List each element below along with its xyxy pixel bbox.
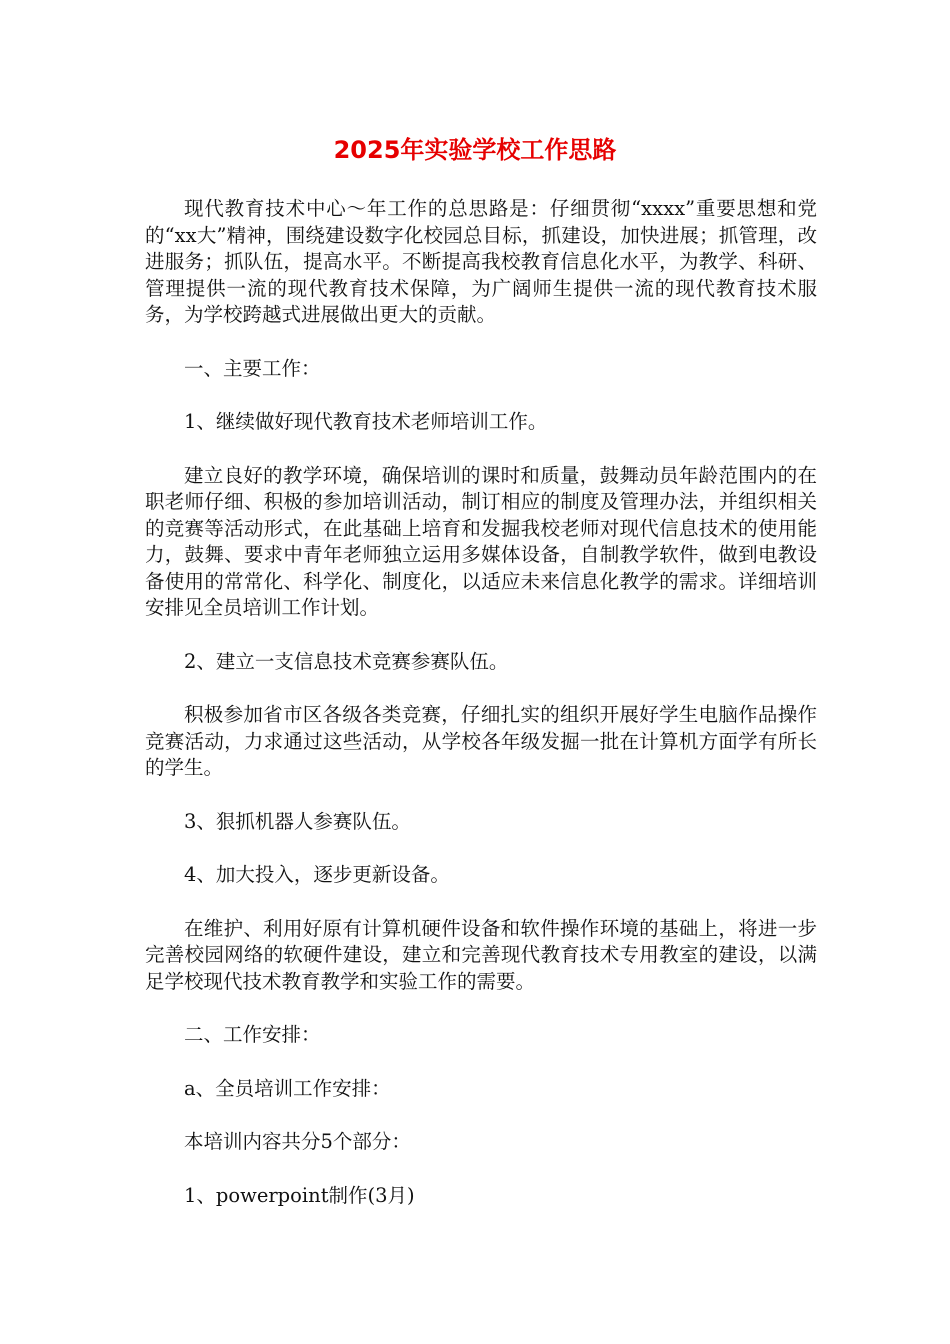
item-heading-competition-team: 2、建立一支信息技术竞赛参赛队伍。 [184, 649, 509, 673]
paragraph-intro: 现代教育技术中心～年工作的总思路是：仔细贯彻“xxxx”重要思想和党的“xx大”精神，围绕建设数字化校园总目标，抓建设，加快进展；抓管理，改进服务；抓队伍，提高水平。不断提高我校教育信息化水平，为教学、科研、管理提供一流的现代教育技术保障，为广阔师生提供一流的现代教育技术服务，为学校跨越式进展做出更大的贡献。 [145, 197, 817, 326]
section-heading-work-arrangement: 二、工作安排： [184, 1023, 321, 1046]
subheading-training-arrangement: a、全员培训工作安排： [184, 1076, 391, 1100]
item-heading-teacher-training: 1、继续做好现代教育技术老师培训工作。 [184, 410, 548, 433]
list-item-powerpoint: 1、powerpoint制作(3月) [184, 1183, 415, 1207]
paragraph-competition-team: 积极参加省市区各级各类竞赛，仔细扎实的组织开展好学生电脑作品操作竞赛活动，力求通过这些活动，从学校各年级发掘一批在计算机方面学有所长的学生。 [145, 703, 817, 779]
item-heading-equipment: 4、加大投入，逐步更新设备。 [184, 863, 450, 886]
paragraph-teacher-training: 建立良好的教学环境，确保培训的课时和质量，鼓舞动员年龄范围内的在职老师仔细、积极的参加培训活动，制订相应的制度及管理办法，并组织相关的竞赛等活动形式，在此基础上培育和发掘我校老师对现代信息技术的使用能力，鼓舞、要求中青年老师独立运用多媒体设备，自制教学软件，做到电教设备使用的常常化、科学化、制度化，以适应未来信息化教学的需求。详细培训安排见全员培训工作计划。 [145, 463, 817, 619]
section-heading-main-work: 一、主要工作： [184, 356, 321, 380]
paragraph-training-parts: 本培训内容共分5个部分： [184, 1130, 411, 1153]
document-title: 2025年实验学校工作思路 [333, 136, 617, 164]
item-heading-robot-team: 3、狠抓机器人参赛队伍。 [184, 809, 411, 833]
paragraph-equipment: 在维护、利用好原有计算机硬件设备和软件操作环境的基础上，将进一步完善校园网络的软硬件建设，建立和完善现代教育技术专用教室的建设，以满足学校现代技术教育教学和实验工作的需要。 [145, 916, 817, 993]
document-body [145, 196, 817, 1236]
